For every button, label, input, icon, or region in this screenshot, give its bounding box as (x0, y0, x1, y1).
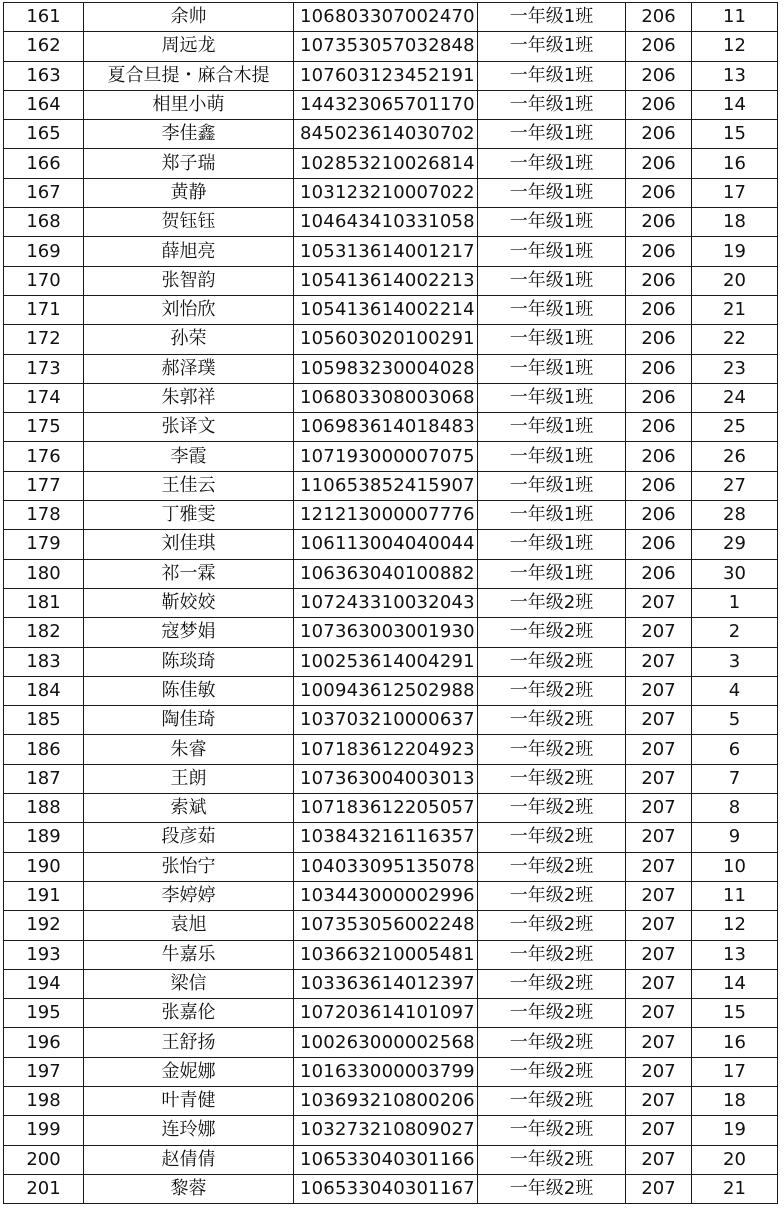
seat-cell: 12 (692, 32, 778, 61)
row-number-cell: 184 (4, 676, 84, 705)
row-number-cell: 162 (4, 32, 84, 61)
row-number-cell: 163 (4, 61, 84, 90)
class-cell: 一年级2班 (478, 764, 626, 793)
table-row (4, 471, 778, 500)
seat-cell: 29 (692, 530, 778, 559)
exam-id-cell: 107193000007075 (294, 442, 478, 471)
student-name-cell: 陈琰琦 (84, 647, 294, 676)
exam-id-cell: 110653852415907 (294, 471, 478, 500)
exam-id-cell: 105413614002214 (294, 295, 478, 324)
student-name-cell: 袁旭 (84, 911, 294, 940)
class-cell: 一年级2班 (478, 1116, 626, 1145)
class-cell: 一年级2班 (478, 794, 626, 823)
class-cell: 一年级2班 (478, 1057, 626, 1086)
student-name-cell: 郝泽璞 (84, 354, 294, 383)
row-number-cell: 183 (4, 647, 84, 676)
table-row (4, 530, 778, 559)
seat-cell: 20 (692, 1145, 778, 1174)
roster-sheet (3, 2, 777, 1204)
exam-id-cell: 144323065701170 (294, 90, 478, 119)
seat-cell: 25 (692, 413, 778, 442)
table-row (4, 764, 778, 793)
student-name-cell: 索斌 (84, 794, 294, 823)
table-row (4, 295, 778, 324)
row-number-cell: 171 (4, 295, 84, 324)
student-name-cell: 连玲娜 (84, 1116, 294, 1145)
row-number-cell: 170 (4, 266, 84, 295)
seat-cell: 23 (692, 354, 778, 383)
table-row (4, 1116, 778, 1145)
row-number-cell: 199 (4, 1116, 84, 1145)
student-name-cell: 张怡宁 (84, 852, 294, 881)
student-name-cell: 黄静 (84, 178, 294, 207)
exam-id-cell: 106533040301167 (294, 1174, 478, 1203)
room-cell: 207 (626, 999, 692, 1028)
seat-cell: 9 (692, 823, 778, 852)
seat-cell: 15 (692, 120, 778, 149)
student-name-cell: 张智韵 (84, 266, 294, 295)
student-roster-table (3, 2, 778, 1204)
table-row (4, 383, 778, 412)
table-row (4, 501, 778, 530)
room-cell: 207 (626, 1145, 692, 1174)
seat-cell: 8 (692, 794, 778, 823)
class-cell: 一年级1班 (478, 208, 626, 237)
table-row (4, 325, 778, 354)
table-row (4, 237, 778, 266)
seat-cell: 27 (692, 471, 778, 500)
room-cell: 207 (626, 940, 692, 969)
exam-id-cell: 107183612204923 (294, 735, 478, 764)
room-cell: 207 (626, 911, 692, 940)
class-cell: 一年级1班 (478, 325, 626, 354)
student-name-cell: 孙荣 (84, 325, 294, 354)
class-cell: 一年级1班 (478, 266, 626, 295)
student-name-cell: 靳姣姣 (84, 588, 294, 617)
exam-id-cell: 107603123452191 (294, 61, 478, 90)
class-cell: 一年级1班 (478, 471, 626, 500)
row-number-cell: 166 (4, 149, 84, 178)
room-cell: 207 (626, 1028, 692, 1057)
table-row (4, 90, 778, 119)
row-number-cell: 164 (4, 90, 84, 119)
room-cell: 206 (626, 530, 692, 559)
table-row (4, 969, 778, 998)
room-cell: 207 (626, 852, 692, 881)
seat-cell: 18 (692, 208, 778, 237)
row-number-cell: 196 (4, 1028, 84, 1057)
row-number-cell: 168 (4, 208, 84, 237)
table-row (4, 1057, 778, 1086)
class-cell: 一年级2班 (478, 618, 626, 647)
room-cell: 206 (626, 3, 692, 32)
exam-id-cell: 845023614030702 (294, 120, 478, 149)
class-cell: 一年级2班 (478, 1174, 626, 1203)
class-cell: 一年级1班 (478, 530, 626, 559)
room-cell: 206 (626, 237, 692, 266)
class-cell: 一年级1班 (478, 413, 626, 442)
room-cell: 207 (626, 1174, 692, 1203)
seat-cell: 4 (692, 676, 778, 705)
student-name-cell: 王舒扬 (84, 1028, 294, 1057)
row-number-cell: 192 (4, 911, 84, 940)
exam-id-cell: 103273210809027 (294, 1116, 478, 1145)
room-cell: 206 (626, 559, 692, 588)
class-cell: 一年级1班 (478, 32, 626, 61)
student-name-cell: 薛旭亮 (84, 237, 294, 266)
table-row (4, 149, 778, 178)
student-name-cell: 陶佳琦 (84, 706, 294, 735)
row-number-cell: 179 (4, 530, 84, 559)
room-cell: 207 (626, 588, 692, 617)
exam-id-cell: 103703210000637 (294, 706, 478, 735)
exam-id-cell: 103123210007022 (294, 178, 478, 207)
exam-id-cell: 105313614001217 (294, 237, 478, 266)
student-name-cell: 梁信 (84, 969, 294, 998)
room-cell: 207 (626, 676, 692, 705)
table-row (4, 852, 778, 881)
class-cell: 一年级1班 (478, 61, 626, 90)
class-cell: 一年级1班 (478, 295, 626, 324)
row-number-cell: 189 (4, 823, 84, 852)
room-cell: 206 (626, 120, 692, 149)
exam-id-cell: 106363040100882 (294, 559, 478, 588)
exam-id-cell: 107203614101097 (294, 999, 478, 1028)
row-number-cell: 185 (4, 706, 84, 735)
exam-id-cell: 105603020100291 (294, 325, 478, 354)
seat-cell: 19 (692, 237, 778, 266)
table-row (4, 413, 778, 442)
student-name-cell: 贺钰钰 (84, 208, 294, 237)
table-row (4, 354, 778, 383)
room-cell: 206 (626, 61, 692, 90)
roster-body (4, 3, 778, 1204)
exam-id-cell: 106983614018483 (294, 413, 478, 442)
class-cell: 一年级1班 (478, 383, 626, 412)
seat-cell: 6 (692, 735, 778, 764)
row-number-cell: 190 (4, 852, 84, 881)
class-cell: 一年级2班 (478, 823, 626, 852)
seat-cell: 13 (692, 940, 778, 969)
table-row (4, 794, 778, 823)
class-cell: 一年级1班 (478, 237, 626, 266)
table-row (4, 3, 778, 32)
student-name-cell: 张译文 (84, 413, 294, 442)
seat-cell: 3 (692, 647, 778, 676)
seat-cell: 5 (692, 706, 778, 735)
row-number-cell: 201 (4, 1174, 84, 1203)
room-cell: 207 (626, 735, 692, 764)
row-number-cell: 197 (4, 1057, 84, 1086)
class-cell: 一年级2班 (478, 911, 626, 940)
room-cell: 207 (626, 794, 692, 823)
exam-id-cell: 103443000002996 (294, 881, 478, 910)
row-number-cell: 186 (4, 735, 84, 764)
seat-cell: 2 (692, 618, 778, 647)
exam-id-cell: 105413614002213 (294, 266, 478, 295)
student-name-cell: 张嘉伦 (84, 999, 294, 1028)
class-cell: 一年级2班 (478, 1086, 626, 1115)
row-number-cell: 188 (4, 794, 84, 823)
room-cell: 207 (626, 647, 692, 676)
room-cell: 206 (626, 325, 692, 354)
class-cell: 一年级1班 (478, 354, 626, 383)
student-name-cell: 祁一霖 (84, 559, 294, 588)
row-number-cell: 176 (4, 442, 84, 471)
seat-cell: 16 (692, 1028, 778, 1057)
table-row (4, 442, 778, 471)
room-cell: 206 (626, 501, 692, 530)
student-name-cell: 李霞 (84, 442, 294, 471)
room-cell: 207 (626, 969, 692, 998)
exam-id-cell: 105983230004028 (294, 354, 478, 383)
room-cell: 206 (626, 442, 692, 471)
seat-cell: 30 (692, 559, 778, 588)
exam-id-cell: 103693210800206 (294, 1086, 478, 1115)
room-cell: 207 (626, 1057, 692, 1086)
exam-id-cell: 107363004003013 (294, 764, 478, 793)
row-number-cell: 182 (4, 618, 84, 647)
class-cell: 一年级2班 (478, 969, 626, 998)
table-row (4, 881, 778, 910)
student-name-cell: 叶青健 (84, 1086, 294, 1115)
row-number-cell: 187 (4, 764, 84, 793)
row-number-cell: 172 (4, 325, 84, 354)
class-cell: 一年级1班 (478, 90, 626, 119)
class-cell: 一年级1班 (478, 178, 626, 207)
room-cell: 207 (626, 1116, 692, 1145)
table-row (4, 1174, 778, 1203)
seat-cell: 13 (692, 61, 778, 90)
seat-cell: 21 (692, 295, 778, 324)
exam-id-cell: 103843216116357 (294, 823, 478, 852)
room-cell: 207 (626, 823, 692, 852)
row-number-cell: 175 (4, 413, 84, 442)
row-number-cell: 181 (4, 588, 84, 617)
exam-id-cell: 100253614004291 (294, 647, 478, 676)
table-row (4, 1028, 778, 1057)
student-name-cell: 牛嘉乐 (84, 940, 294, 969)
class-cell: 一年级2班 (478, 881, 626, 910)
row-number-cell: 200 (4, 1145, 84, 1174)
exam-id-cell: 121213000007776 (294, 501, 478, 530)
seat-cell: 7 (692, 764, 778, 793)
row-number-cell: 193 (4, 940, 84, 969)
table-row (4, 178, 778, 207)
seat-cell: 22 (692, 325, 778, 354)
row-number-cell: 191 (4, 881, 84, 910)
class-cell: 一年级2班 (478, 940, 626, 969)
exam-id-cell: 106803308003068 (294, 383, 478, 412)
table-row (4, 735, 778, 764)
seat-cell: 10 (692, 852, 778, 881)
table-row (4, 1086, 778, 1115)
seat-cell: 26 (692, 442, 778, 471)
exam-id-cell: 107363003001930 (294, 618, 478, 647)
room-cell: 206 (626, 149, 692, 178)
room-cell: 206 (626, 208, 692, 237)
class-cell: 一年级2班 (478, 999, 626, 1028)
table-row (4, 999, 778, 1028)
seat-cell: 12 (692, 911, 778, 940)
seat-cell: 1 (692, 588, 778, 617)
room-cell: 206 (626, 354, 692, 383)
seat-cell: 17 (692, 178, 778, 207)
table-row (4, 32, 778, 61)
row-number-cell: 165 (4, 120, 84, 149)
student-name-cell: 朱郭祥 (84, 383, 294, 412)
student-name-cell: 刘佳琪 (84, 530, 294, 559)
student-name-cell: 赵倩倩 (84, 1145, 294, 1174)
table-row (4, 266, 778, 295)
student-name-cell: 金妮娜 (84, 1057, 294, 1086)
table-row (4, 559, 778, 588)
class-cell: 一年级2班 (478, 735, 626, 764)
row-number-cell: 173 (4, 354, 84, 383)
room-cell: 206 (626, 295, 692, 324)
table-row (4, 208, 778, 237)
table-row (4, 911, 778, 940)
student-name-cell: 王佳云 (84, 471, 294, 500)
exam-id-cell: 102853210026814 (294, 149, 478, 178)
class-cell: 一年级1班 (478, 559, 626, 588)
row-number-cell: 169 (4, 237, 84, 266)
exam-id-cell: 106803307002470 (294, 3, 478, 32)
room-cell: 206 (626, 413, 692, 442)
class-cell: 一年级1班 (478, 149, 626, 178)
room-cell: 206 (626, 266, 692, 295)
room-cell: 206 (626, 471, 692, 500)
room-cell: 207 (626, 881, 692, 910)
exam-id-cell: 100943612502988 (294, 676, 478, 705)
class-cell: 一年级2班 (478, 1028, 626, 1057)
table-row (4, 940, 778, 969)
row-number-cell: 174 (4, 383, 84, 412)
room-cell: 207 (626, 618, 692, 647)
student-name-cell: 丁雅雯 (84, 501, 294, 530)
row-number-cell: 177 (4, 471, 84, 500)
student-name-cell: 余帅 (84, 3, 294, 32)
student-name-cell: 朱睿 (84, 735, 294, 764)
student-name-cell: 寇梦娟 (84, 618, 294, 647)
exam-id-cell: 101633000003799 (294, 1057, 478, 1086)
seat-cell: 15 (692, 999, 778, 1028)
table-row (4, 647, 778, 676)
exam-id-cell: 106533040301166 (294, 1145, 478, 1174)
seat-cell: 14 (692, 90, 778, 119)
class-cell: 一年级2班 (478, 706, 626, 735)
class-cell: 一年级1班 (478, 3, 626, 32)
room-cell: 207 (626, 764, 692, 793)
class-cell: 一年级1班 (478, 501, 626, 530)
table-row (4, 676, 778, 705)
student-name-cell: 黎蓉 (84, 1174, 294, 1203)
row-number-cell: 167 (4, 178, 84, 207)
room-cell: 206 (626, 178, 692, 207)
student-name-cell: 段彦茹 (84, 823, 294, 852)
student-name-cell: 李婷婷 (84, 881, 294, 910)
table-row (4, 61, 778, 90)
exam-id-cell: 104643410331058 (294, 208, 478, 237)
room-cell: 207 (626, 706, 692, 735)
class-cell: 一年级2班 (478, 588, 626, 617)
row-number-cell: 180 (4, 559, 84, 588)
seat-cell: 21 (692, 1174, 778, 1203)
student-name-cell: 郑子瑞 (84, 149, 294, 178)
table-row (4, 1145, 778, 1174)
exam-id-cell: 106113004040044 (294, 530, 478, 559)
room-cell: 206 (626, 383, 692, 412)
table-row (4, 120, 778, 149)
row-number-cell: 195 (4, 999, 84, 1028)
class-cell: 一年级2班 (478, 676, 626, 705)
student-name-cell: 周远龙 (84, 32, 294, 61)
student-name-cell: 陈佳敏 (84, 676, 294, 705)
seat-cell: 18 (692, 1086, 778, 1115)
exam-id-cell: 107243310032043 (294, 588, 478, 617)
table-row (4, 823, 778, 852)
seat-cell: 24 (692, 383, 778, 412)
exam-id-cell: 104033095135078 (294, 852, 478, 881)
seat-cell: 11 (692, 3, 778, 32)
row-number-cell: 194 (4, 969, 84, 998)
room-cell: 206 (626, 32, 692, 61)
exam-id-cell: 100263000002568 (294, 1028, 478, 1057)
room-cell: 206 (626, 90, 692, 119)
student-name-cell: 夏合旦提・麻合木提 (84, 61, 294, 90)
exam-id-cell: 107353057032848 (294, 32, 478, 61)
row-number-cell: 198 (4, 1086, 84, 1115)
room-cell: 207 (626, 1086, 692, 1115)
table-row (4, 588, 778, 617)
student-name-cell: 刘怡欣 (84, 295, 294, 324)
exam-id-cell: 103663210005481 (294, 940, 478, 969)
table-row (4, 706, 778, 735)
exam-id-cell: 107183612205057 (294, 794, 478, 823)
class-cell: 一年级2班 (478, 1145, 626, 1174)
class-cell: 一年级2班 (478, 852, 626, 881)
student-name-cell: 李佳鑫 (84, 120, 294, 149)
exam-id-cell: 107353056002248 (294, 911, 478, 940)
student-name-cell: 相里小萌 (84, 90, 294, 119)
class-cell: 一年级2班 (478, 647, 626, 676)
exam-id-cell: 103363614012397 (294, 969, 478, 998)
row-number-cell: 161 (4, 3, 84, 32)
seat-cell: 16 (692, 149, 778, 178)
seat-cell: 17 (692, 1057, 778, 1086)
row-number-cell: 178 (4, 501, 84, 530)
class-cell: 一年级1班 (478, 120, 626, 149)
table-row (4, 618, 778, 647)
seat-cell: 19 (692, 1116, 778, 1145)
seat-cell: 20 (692, 266, 778, 295)
seat-cell: 11 (692, 881, 778, 910)
seat-cell: 14 (692, 969, 778, 998)
class-cell: 一年级1班 (478, 442, 626, 471)
student-name-cell: 王朗 (84, 764, 294, 793)
seat-cell: 28 (692, 501, 778, 530)
